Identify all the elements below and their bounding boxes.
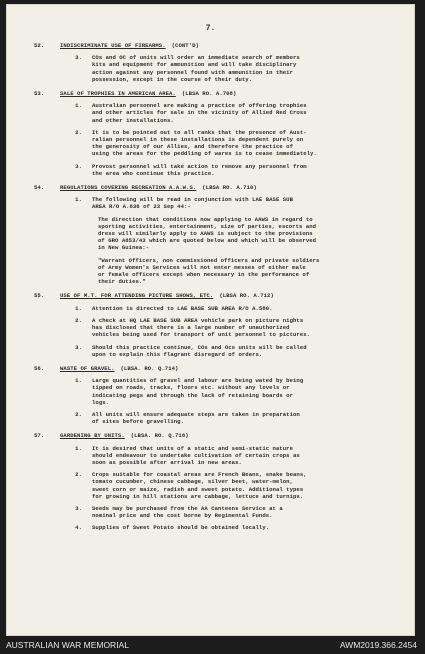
section-reference: (LBSA. RO. Q.716) xyxy=(130,432,189,440)
paragraph-number: 1. xyxy=(75,304,82,312)
document-page xyxy=(6,4,415,636)
section-reference: (CONT'D) xyxy=(171,42,199,49)
paragraph-text: It is desired that units of a static and semi-static nature should endeavour to undertake cultivation of certain crops as soon as possible after arrival in new areas. xyxy=(92,444,300,466)
section-title: GARDENING BY UNITS. xyxy=(60,432,125,440)
paragraph-text: Large quantities of gravel and labour are being wated by being tipped on roads, tracks, floors etc. without any levels or indicating pegs and through the lack of retaining boards or logs. xyxy=(92,377,304,406)
section-number: 57. xyxy=(34,432,45,440)
paragraph-text: COs and OC of units will order an immediate search of members kits and equipment for ammunition and will take disciplinary action against any personnel found with ammunition in their possession, except in the course of their duty. xyxy=(92,54,300,83)
paragraph-number: 3. xyxy=(75,162,82,170)
section-title: INDISCRIMINATE USE OF FIREARMS. xyxy=(60,42,166,49)
section-title: SALE OF TROPHIES IN AMERICAN AREA. xyxy=(60,90,176,98)
paragraph-text: Seeds may be purchased from the AA Canteens Service at a nominal price and the cost borne by Regimental Funds. xyxy=(92,504,283,520)
section xyxy=(34,432,404,531)
paragraph-text: A check at HQ LAE BASE SUB AREA vehicle park on picture nights has disclosed that there is a large number of unauthorized vehicles being used for transport of unit personnel to pictures. xyxy=(92,316,311,339)
section-heading xyxy=(34,292,404,299)
paragraph-text: Attention is directed to LAE BASE SUB AREA R/O A.580. xyxy=(92,304,273,312)
paragraph xyxy=(34,445,404,467)
paragraph-number: 1. xyxy=(75,377,82,385)
paragraph-text: Supplies of Sweet Potato should be obtained locally. xyxy=(92,524,270,532)
section-title: USE OF M.T. FOR ATTENDING PICTURE SHOWS, ETC. xyxy=(60,292,214,300)
section-reference: (LBSA RO. A.708) xyxy=(181,90,237,98)
footer-accession-number: AWM2019.366.2454 xyxy=(339,640,417,650)
quoted-text: The direction that conditions now applying to AAWS in regard to sporting activities, entertainment, size of parties, escorts and dress will similarly apply to AAWS is subject to the provisions of GRO A853/43 which are quoted below and which will be observed in New Guinea:- xyxy=(98,215,317,252)
paragraph xyxy=(34,317,404,339)
paragraph xyxy=(34,524,404,531)
paragraph-number: 1. xyxy=(75,196,82,204)
paragraph xyxy=(34,505,404,519)
section-number: 53. xyxy=(34,90,45,98)
section-number: 54. xyxy=(34,184,45,192)
paragraph-number: 2. xyxy=(75,128,82,136)
section-number: 56. xyxy=(34,364,45,372)
paragraph xyxy=(34,102,404,124)
section-title: REGULATIONS COVERING RECREATION A.A.W.S. xyxy=(60,184,197,192)
paragraph xyxy=(34,471,404,500)
paragraph xyxy=(34,305,404,312)
footer-credit: AUSTRALIAN WAR MEMORIAL xyxy=(6,640,129,650)
section-reference: (LBSA RO. A.710) xyxy=(202,184,257,192)
section-heading xyxy=(34,90,404,97)
paragraph-number: 2. xyxy=(75,410,82,418)
paragraph xyxy=(34,163,404,177)
paragraph xyxy=(34,196,404,210)
section xyxy=(34,292,404,357)
document-body xyxy=(34,42,404,539)
paragraph-number: 1. xyxy=(75,102,82,110)
paragraph xyxy=(34,129,404,158)
page-number: 7. xyxy=(205,24,216,33)
section-reference: (LBSA. RO. Q.714) xyxy=(120,364,179,372)
section-number: 55. xyxy=(34,292,45,300)
section-title: WASTE OF GRAVEL. xyxy=(60,364,115,372)
section-heading xyxy=(34,365,404,372)
paragraph-text: Crops suitable for coastal areas are French Beans, snake beans, tomato cucumber, chinese cabbage, silver beet, water-melon, sweet corn or maize, radish and sweet potato. Additional types for growing in hill stations are cabbage, lettuce and turnips. xyxy=(92,471,307,500)
paragraph xyxy=(34,377,404,406)
paragraph-text: Australian personnel are making a practice of offering trophies and other articles for sale in the vicinity of Allied Red Cross and other installations. xyxy=(92,102,307,124)
paragraph-number: 2. xyxy=(75,471,82,479)
paragraph-number: 4. xyxy=(75,524,82,532)
section xyxy=(34,365,404,425)
section-number: 52. xyxy=(34,42,45,49)
paragraph xyxy=(34,344,404,358)
paragraph-number: 3. xyxy=(75,504,82,512)
paragraph xyxy=(34,54,404,83)
paragraph-text: All units will ensure adequate steps are taken in preparation of sites before gravelling. xyxy=(92,410,300,426)
paragraph-number: 3. xyxy=(75,343,82,351)
paragraph-number: 1. xyxy=(75,444,82,452)
paragraph-number: 2. xyxy=(75,316,82,324)
paragraph-text: It is to be pointed out to all ranks that the presence of Aust- ralian personnel in these installations is dependent purely on the generosity of our Allies, and therefore the practice of using the areas for the peddling of wares is to cease immediately. xyxy=(92,128,317,158)
quoted-text: "Warrant Officers, non commissioned officers and private soldiers of Army Women's Services will not enter messes of either male or female officers except when necessary in the performance of their duties." xyxy=(98,256,320,286)
footer-bar xyxy=(0,636,425,653)
paragraph xyxy=(34,411,404,425)
paragraph-text: Provost personnel will take action to remove any personnel from the area who continue this practice. xyxy=(92,162,307,177)
section-heading xyxy=(34,432,404,439)
section-heading xyxy=(34,42,404,49)
paragraph-number: 3. xyxy=(75,54,82,62)
section xyxy=(34,42,404,83)
section xyxy=(34,184,404,285)
section-reference: (LBSA RO. A.712) xyxy=(219,292,274,300)
section-heading xyxy=(34,184,404,191)
paragraph-text: The following will be read in conjunction with LAE BASE SUB AREA R/O A.636 of 23 Sep 44:- xyxy=(92,196,294,211)
paragraph-text: Should this practice continue, COs and Ocs units will be called upon to explain this flagrant disregard of orders. xyxy=(92,343,307,358)
section xyxy=(34,90,404,177)
